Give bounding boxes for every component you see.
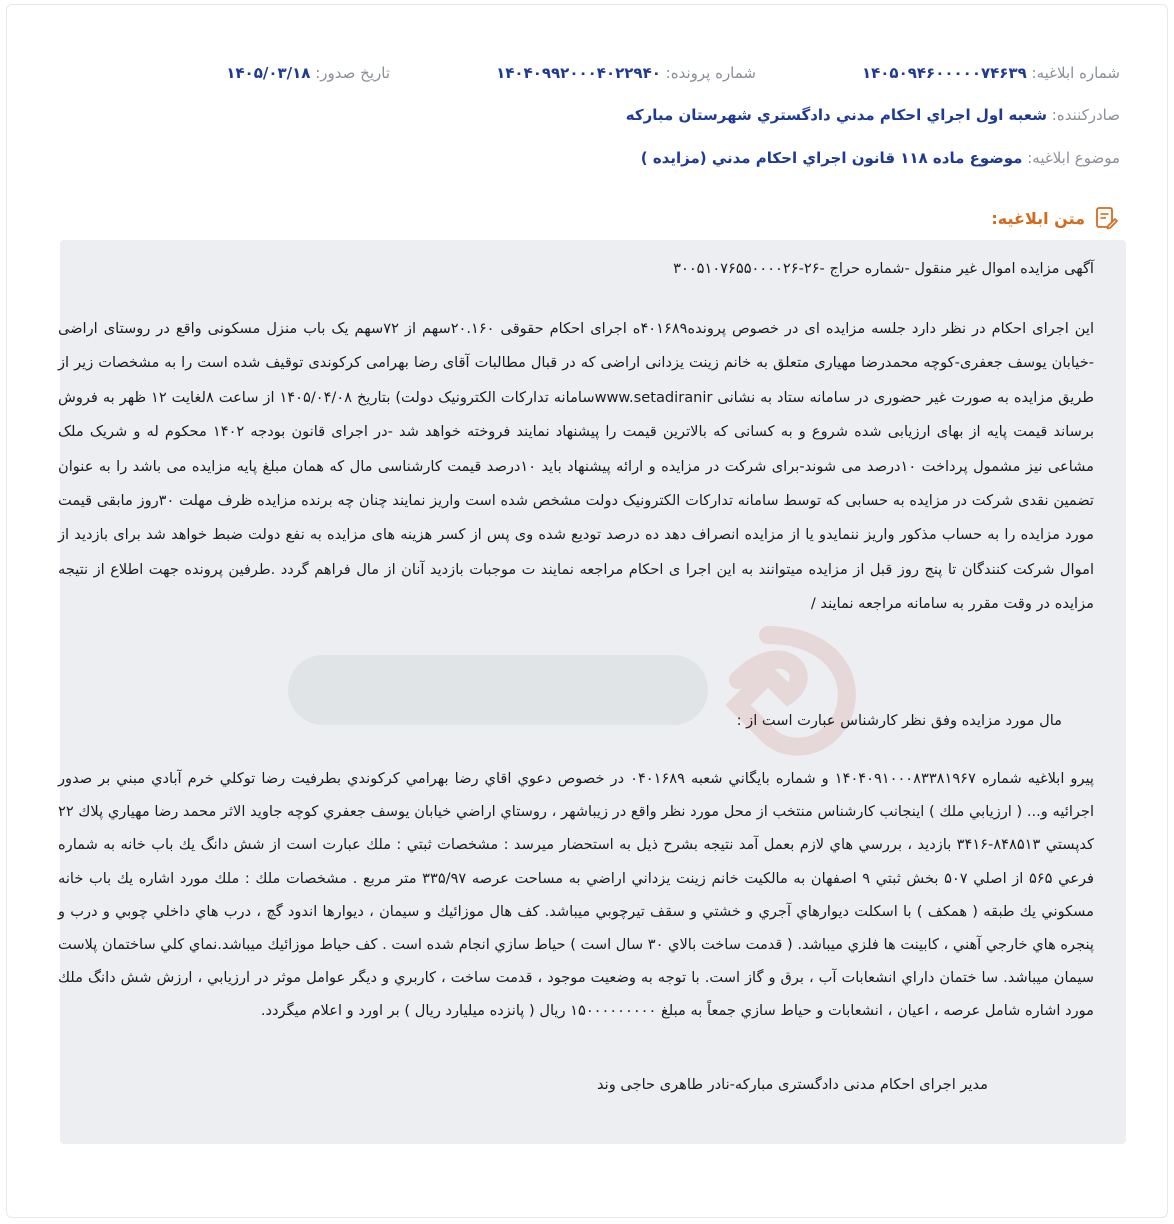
issuer-label: صادرکننده: [1051, 106, 1120, 124]
notice-body-panel [60, 240, 1126, 1144]
case-number-row [496, 62, 756, 84]
notice-number-label: شماره ابلاغیه: [1031, 64, 1120, 82]
notice-text-title: متن ابلاغیه: [991, 208, 1085, 228]
watermark-logo [268, 615, 868, 765]
expert-report-paragraph: پيرو ابلاغيه شماره ۱۴۰۴۰۹۱۰۰۰۸۳۳۸۱۹۶۷ و شماره بايگاني شعبه ۰۴۰۱۶۸۹ در خصوص دعوي اقاي رضا بهرامي كركوندي بطرفيت رضا توكلي خرم آبادي مبني بر صدور اجرائيه و... ( ارزيابي ملك ) اينجانب كارشناس منتخب از محل مورد نظر واقع در زيباشهر ، روستاي اراضي خيابان يوسف جعفري كوچه جاويد الاثر محمد رضا مهياري پلاك ۲۲ كدپستي ۸۴۸۵۱۳-۳۴۱۶ بازديد ، بررسي هاي لازم بعمل آمد نتيجه بشرح ذيل به استحضار ميرسد : مشخصات ثبتي : ملك عبارت است از شش دانگ يك باب خانه به شماره فرعي ۵۶۵ از اصلي ۵۰۷ بخش ثبتي ۹ اصفهان به مالكيت خانم زينت يزداني اراضي به مساحت عرصه ۳۳۵/۹۷ متر مربع . مشخصات ملك : ملك مورد اشاره يك باب خانه مسكوني يك طبقه ( همكف ) با اسكلت ديوارهاي آجري و خشتي و سقف تيرچوبي ميباشد. كف هال موزائيك و سيمان ، ديوارها اندود گچ ، درب هاي داخلي چوبي و درب و پنجره هاي خارجي آهني ، كابينت ها فلزي ميباشد. ( قدمت ساخت بالاي ۳۰ سال است ) حياط سازي انجام شده است . كف حياط موزائيك ميباشد.نماي كلي ساختمان پلاست سيمان ميباشد. سا ختمان داراي انشعابات آب ، برق و گاز است. با توجه به وضعيت موجود ، قدمت ساخت ، كاربري و ديگر عوامل موثر در ارزيابي ، ارزش شش دانگ ملك مورد اشاره شامل عرصه ، اعيان ، انشعابات و حياط سازي جمعاً به مبلغ ۱۵۰۰۰۰۰۰۰۰۰ ريال ( پانزده ميليارد ريال ) بر اورد و اعلام ميگردد. [58, 770, 1094, 1020]
issue-date-row [226, 62, 390, 84]
subject-label: موضوع ابلاغیه: [1027, 149, 1120, 167]
subject-row [641, 147, 1120, 169]
issuer: شعبه اول اجراي احكام مدني دادگستري شهرستان مباركه [625, 106, 1047, 124]
issue-date-label: تاریخ صدور: [315, 64, 390, 82]
subject: موضوع ماده ۱۱۸ قانون اجراي احكام مدني (مزايده ) [640, 149, 1023, 167]
auction-paragraph: این اجرای احکام در نظر دارد جلسه مزایده ای در خصوص پرونده۴۰۱۶۸۹ه اجرای احکام حقوقی ۲۰.۱۶۰سهم از ۷۲سهم یک باب منزل مسکونی واقع در روستای اراضی -خیابان یوسف جعفری-کوچه محمدرضا مهیاری متعلق به خانم زینت یزدانی اراضی که در قبال مطالبات آقای رضا بهرامی کرکوندی توقیف شده است را به مشخصات زیر از طریق مزایده به صورت غیر حضوری در سامانه ستاد به نشانی www.setadiranirسامانه تدارکات الکترونیک دولت) بتاریخ ۱۴۰۵/۰۴/۰۸ از ساعت ۸لغایت ۱۲ ظهر به فروش برساند قیمت پایه از بهای ارزیابی شده شروع و به کسانی که بالاترین قیمت را پیشنهاد نمایند فروخته خواهد شد -در اجرای قانون بودجه ۱۴۰۲ محکوم له و شریک ملک مشاعی نیز مشمول پرداخت ۱۰درصد می شوند-برای شرکت در مزایده و ارائه پیشنهاد باید ۱۰درصد قیمت کارشناسی مال که همان مبلغ پایه مزایده می باشد را به عنوان تضمین نقدی شرکت در مزایده به حسابی که توسط سامانه تدارکات الکترونیک دولت مشخص شده است واریز نمایند چنان چه برنده مزایده ظرف مهلت ۳۰روز مابقی قیمت مورد مزایده را به حساب مذکور واریز ننمایدو یا از مزایده انصراف دهد ده درصد تودیع شده وی پس از کسر هزینه های مزایده به نفع دولت ضبط خواهد شد برای بازدید از اموال شرکت کنندگان تا پنج روز قبل از مزایده میتوانند به این اجرا ی احکام مراجعه نمایند ت موجبات بازدید آنان از مال فراهم گردد .طرفین پرونده جهت اطلاع از نتیجه مزایده در وقت مقرر به سامانه مراجعه نمایند / [58, 320, 1095, 613]
document-edit-icon [1093, 205, 1119, 231]
property-intro: مال مورد مزایده وفق نظر کارشناس عبارت است از : [736, 712, 1062, 729]
signature-line: مدیر اجرای احکام مدنی دادگستری مبارکه-نادر طاهری حاجی وند [597, 1076, 988, 1093]
issuer-row [626, 104, 1120, 126]
case-number-label: شماره پرونده: [665, 64, 756, 82]
auction-heading: آگهی مزایده اموال غیر منقول -شماره حراج -۲۶-۳۰۰۵۱۰۷۶۵۵۰۰۰۰۲۶ [673, 260, 1094, 277]
notice-text-header [991, 205, 1119, 231]
notice-number-row [862, 62, 1120, 84]
notice-number: ۱۴۰۵۰۹۴۶۰۰۰۰۰۷۴۶۳۹ [861, 64, 1027, 82]
issue-date: ۱۴۰۵/۰۳/۱۸ [226, 64, 311, 82]
case-number: ۱۴۰۴۰۹۹۲۰۰۰۴۰۲۲۹۴۰ [496, 64, 661, 82]
